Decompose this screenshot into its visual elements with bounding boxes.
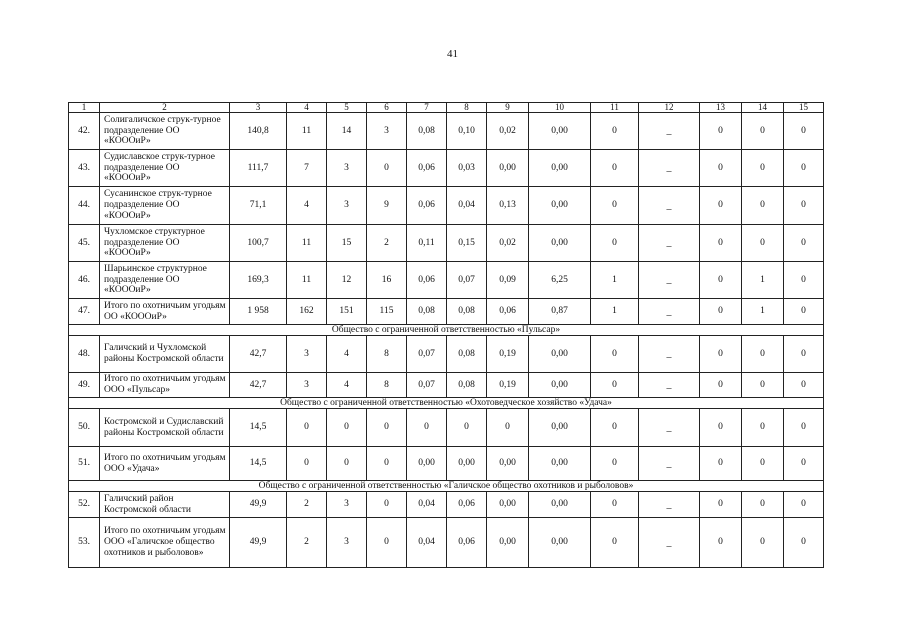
value-cell-col-10: 0,00 bbox=[529, 150, 591, 187]
value-cell-col-13: 0 bbox=[700, 225, 742, 262]
value-cell-col-8: 0 bbox=[447, 409, 487, 447]
value-cell-col-12: _ bbox=[639, 336, 700, 373]
value-cell-col-7: 0,11 bbox=[407, 225, 447, 262]
value-cell-col-4: 2 bbox=[287, 492, 327, 518]
value-cell-col-6: 3 bbox=[367, 113, 407, 150]
value-cell-col-15: 0 bbox=[784, 492, 824, 518]
value-cell-col-12: _ bbox=[639, 447, 700, 481]
value-cell-col-9: 0,00 bbox=[487, 492, 529, 518]
territory-name-cell: Итого по охотничьим угодьям ООО «Пульсар» bbox=[100, 373, 230, 398]
value-cell-col-14: 1 bbox=[742, 299, 784, 325]
value-cell-col-11: 0 bbox=[591, 187, 639, 225]
value-cell-col-9: 0,06 bbox=[487, 299, 529, 325]
value-cell-col-8: 0,06 bbox=[447, 518, 487, 568]
table-row bbox=[69, 492, 824, 518]
territory-name-cell: Шарьинское структурное подразделение ОО «КОООиР» bbox=[100, 262, 230, 299]
value-cell-col-6: 0 bbox=[367, 150, 407, 187]
organization-name: Общество с ограниченной ответственностью «Галичское общество охотников и рыболовов» bbox=[69, 481, 824, 492]
value-cell-col-14: 0 bbox=[742, 113, 784, 150]
value-cell-col-3: 14,5 bbox=[230, 447, 287, 481]
value-cell-col-5: 14 bbox=[327, 113, 367, 150]
value-cell-col-12: _ bbox=[639, 518, 700, 568]
column-number-cell: 12 bbox=[639, 103, 700, 113]
value-cell-col-11: 1 bbox=[591, 299, 639, 325]
value-cell-col-7: 0,00 bbox=[407, 447, 447, 481]
value-cell-col-13: 0 bbox=[700, 113, 742, 150]
value-cell-col-10: 0,00 bbox=[529, 113, 591, 150]
value-cell-col-12: _ bbox=[639, 299, 700, 325]
value-cell-col-6: 16 bbox=[367, 262, 407, 299]
column-number-cell: 7 bbox=[407, 103, 447, 113]
value-cell-col-8: 0,06 bbox=[447, 492, 487, 518]
column-number-cell: 11 bbox=[591, 103, 639, 113]
table-row bbox=[69, 299, 824, 325]
value-cell-col-5: 15 bbox=[327, 225, 367, 262]
value-cell-col-13: 0 bbox=[700, 262, 742, 299]
value-cell-col-15: 0 bbox=[784, 373, 824, 398]
value-cell-col-4: 0 bbox=[287, 409, 327, 447]
row-number-cell: 44. bbox=[69, 187, 100, 225]
column-number-cell: 13 bbox=[700, 103, 742, 113]
value-cell-col-9: 0,19 bbox=[487, 336, 529, 373]
column-number-cell: 3 bbox=[230, 103, 287, 113]
value-cell-col-9: 0 bbox=[487, 409, 529, 447]
value-cell-col-4: 162 bbox=[287, 299, 327, 325]
table-row bbox=[69, 518, 824, 568]
table-row bbox=[69, 336, 824, 373]
value-cell-col-9: 0,00 bbox=[487, 150, 529, 187]
column-number-cell: 15 bbox=[784, 103, 824, 113]
value-cell-col-12: _ bbox=[639, 262, 700, 299]
value-cell-col-10: 0,00 bbox=[529, 447, 591, 481]
value-cell-col-8: 0,04 bbox=[447, 187, 487, 225]
value-cell-col-12: _ bbox=[639, 150, 700, 187]
column-number-cell: 1 bbox=[69, 103, 100, 113]
territory-name-cell: Сусанинское струк-турное подразделение ОО «КОООиР» bbox=[100, 187, 230, 225]
territory-name-cell: Итого по охотничьим угодьям ООО «Галичское общество охотников и рыболовов» bbox=[100, 518, 230, 568]
column-number-cell: 10 bbox=[529, 103, 591, 113]
value-cell-col-5: 3 bbox=[327, 518, 367, 568]
value-cell-col-7: 0,08 bbox=[407, 113, 447, 150]
value-cell-col-5: 3 bbox=[327, 187, 367, 225]
value-cell-col-15: 0 bbox=[784, 409, 824, 447]
value-cell-col-9: 0,00 bbox=[487, 447, 529, 481]
row-number-cell: 49. bbox=[69, 373, 100, 398]
value-cell-col-10: 0,00 bbox=[529, 518, 591, 568]
row-number-cell: 43. bbox=[69, 150, 100, 187]
value-cell-col-7: 0,04 bbox=[407, 518, 447, 568]
value-cell-col-13: 0 bbox=[700, 299, 742, 325]
value-cell-col-10: 0,00 bbox=[529, 187, 591, 225]
value-cell-col-15: 0 bbox=[784, 150, 824, 187]
column-number-cell: 6 bbox=[367, 103, 407, 113]
value-cell-col-8: 0,08 bbox=[447, 373, 487, 398]
value-cell-col-11: 0 bbox=[591, 113, 639, 150]
value-cell-col-11: 0 bbox=[591, 492, 639, 518]
value-cell-col-10: 6,25 bbox=[529, 262, 591, 299]
territory-name-cell: Костромской и Судиславский районы Костромской области bbox=[100, 409, 230, 447]
value-cell-col-3: 14,5 bbox=[230, 409, 287, 447]
value-cell-col-9: 0,19 bbox=[487, 373, 529, 398]
value-cell-col-9: 0,00 bbox=[487, 518, 529, 568]
value-cell-col-8: 0,08 bbox=[447, 336, 487, 373]
value-cell-col-5: 0 bbox=[327, 409, 367, 447]
value-cell-col-3: 42,7 bbox=[230, 336, 287, 373]
value-cell-col-11: 0 bbox=[591, 150, 639, 187]
organization-name: Общество с ограниченной ответственностью «Охотоведческое хозяйство «Удача» bbox=[69, 398, 824, 409]
value-cell-col-11: 0 bbox=[591, 336, 639, 373]
hunting-statistics-table bbox=[68, 102, 824, 568]
value-cell-col-4: 2 bbox=[287, 518, 327, 568]
value-cell-col-14: 0 bbox=[742, 187, 784, 225]
value-cell-col-12: _ bbox=[639, 187, 700, 225]
value-cell-col-14: 0 bbox=[742, 492, 784, 518]
row-number-cell: 52. bbox=[69, 492, 100, 518]
row-number-cell: 42. bbox=[69, 113, 100, 150]
row-number-cell: 45. bbox=[69, 225, 100, 262]
column-number-row bbox=[69, 103, 824, 113]
value-cell-col-7: 0,07 bbox=[407, 336, 447, 373]
value-cell-col-13: 0 bbox=[700, 447, 742, 481]
value-cell-col-4: 11 bbox=[287, 225, 327, 262]
value-cell-col-4: 0 bbox=[287, 447, 327, 481]
value-cell-col-10: 0,00 bbox=[529, 409, 591, 447]
value-cell-col-4: 7 bbox=[287, 150, 327, 187]
territory-name-cell: Итого по охотничьим угодьям ОО «КОООиР» bbox=[100, 299, 230, 325]
value-cell-col-13: 0 bbox=[700, 336, 742, 373]
value-cell-col-12: _ bbox=[639, 373, 700, 398]
value-cell-col-7: 0,06 bbox=[407, 187, 447, 225]
value-cell-col-8: 0,03 bbox=[447, 150, 487, 187]
value-cell-col-4: 3 bbox=[287, 373, 327, 398]
column-number-cell: 8 bbox=[447, 103, 487, 113]
value-cell-col-8: 0,10 bbox=[447, 113, 487, 150]
value-cell-col-14: 1 bbox=[742, 262, 784, 299]
territory-name-cell: Итого по охотничьим угодьям ООО «Удача» bbox=[100, 447, 230, 481]
territory-name-cell: Галичский район Костромской области bbox=[100, 492, 230, 518]
value-cell-col-4: 11 bbox=[287, 262, 327, 299]
value-cell-col-9: 0,13 bbox=[487, 187, 529, 225]
table-row bbox=[69, 262, 824, 299]
value-cell-col-6: 0 bbox=[367, 518, 407, 568]
value-cell-col-3: 111,7 bbox=[230, 150, 287, 187]
value-cell-col-7: 0,04 bbox=[407, 492, 447, 518]
value-cell-col-13: 0 bbox=[700, 492, 742, 518]
value-cell-col-13: 0 bbox=[700, 373, 742, 398]
value-cell-col-5: 151 bbox=[327, 299, 367, 325]
value-cell-col-13: 0 bbox=[700, 150, 742, 187]
value-cell-col-3: 71,1 bbox=[230, 187, 287, 225]
value-cell-col-11: 0 bbox=[591, 447, 639, 481]
value-cell-col-15: 0 bbox=[784, 447, 824, 481]
value-cell-col-11: 0 bbox=[591, 518, 639, 568]
value-cell-col-15: 0 bbox=[784, 336, 824, 373]
value-cell-col-9: 0,02 bbox=[487, 113, 529, 150]
value-cell-col-3: 49,9 bbox=[230, 492, 287, 518]
value-cell-col-11: 0 bbox=[591, 225, 639, 262]
value-cell-col-14: 0 bbox=[742, 150, 784, 187]
column-number-cell: 9 bbox=[487, 103, 529, 113]
value-cell-col-9: 0,02 bbox=[487, 225, 529, 262]
value-cell-col-4: 11 bbox=[287, 113, 327, 150]
territory-name-cell: Солигаличское струк-турное подразделение ОО «КОООиР» bbox=[100, 113, 230, 150]
value-cell-col-11: 0 bbox=[591, 409, 639, 447]
value-cell-col-6: 9 bbox=[367, 187, 407, 225]
value-cell-col-7: 0,08 bbox=[407, 299, 447, 325]
value-cell-col-15: 0 bbox=[784, 187, 824, 225]
value-cell-col-6: 115 bbox=[367, 299, 407, 325]
value-cell-col-10: 0,87 bbox=[529, 299, 591, 325]
value-cell-col-13: 0 bbox=[700, 187, 742, 225]
table-row bbox=[69, 150, 824, 187]
value-cell-col-14: 0 bbox=[742, 225, 784, 262]
value-cell-col-9: 0,09 bbox=[487, 262, 529, 299]
value-cell-col-5: 12 bbox=[327, 262, 367, 299]
table-row bbox=[69, 447, 824, 481]
table-row bbox=[69, 113, 824, 150]
organization-group-row bbox=[69, 481, 824, 492]
row-number-cell: 51. bbox=[69, 447, 100, 481]
value-cell-col-14: 0 bbox=[742, 373, 784, 398]
value-cell-col-12: _ bbox=[639, 225, 700, 262]
value-cell-col-6: 2 bbox=[367, 225, 407, 262]
table-row bbox=[69, 187, 824, 225]
value-cell-col-5: 3 bbox=[327, 492, 367, 518]
value-cell-col-14: 0 bbox=[742, 409, 784, 447]
value-cell-col-10: 0,00 bbox=[529, 336, 591, 373]
value-cell-col-5: 4 bbox=[327, 373, 367, 398]
value-cell-col-3: 1 958 bbox=[230, 299, 287, 325]
value-cell-col-15: 0 bbox=[784, 113, 824, 150]
value-cell-col-3: 169,3 bbox=[230, 262, 287, 299]
table-row bbox=[69, 225, 824, 262]
organization-group-row bbox=[69, 398, 824, 409]
value-cell-col-15: 0 bbox=[784, 262, 824, 299]
value-cell-col-15: 0 bbox=[784, 225, 824, 262]
value-cell-col-12: _ bbox=[639, 492, 700, 518]
value-cell-col-8: 0,07 bbox=[447, 262, 487, 299]
value-cell-col-7: 0,07 bbox=[407, 373, 447, 398]
value-cell-col-10: 0,00 bbox=[529, 225, 591, 262]
value-cell-col-5: 0 bbox=[327, 447, 367, 481]
value-cell-col-14: 0 bbox=[742, 447, 784, 481]
value-cell-col-3: 140,8 bbox=[230, 113, 287, 150]
row-number-cell: 46. bbox=[69, 262, 100, 299]
value-cell-col-10: 0,00 bbox=[529, 373, 591, 398]
value-cell-col-8: 0,15 bbox=[447, 225, 487, 262]
value-cell-col-3: 49,9 bbox=[230, 518, 287, 568]
value-cell-col-7: 0 bbox=[407, 409, 447, 447]
value-cell-col-11: 1 bbox=[591, 262, 639, 299]
value-cell-col-13: 0 bbox=[700, 409, 742, 447]
page-number: 41 bbox=[447, 48, 458, 60]
row-number-cell: 50. bbox=[69, 409, 100, 447]
value-cell-col-7: 0,06 bbox=[407, 150, 447, 187]
territory-name-cell: Галичский и Чухломской районы Костромской области bbox=[100, 336, 230, 373]
territory-name-cell: Судиславское струк-турное подразделение ОО «КОООиР» bbox=[100, 150, 230, 187]
value-cell-col-3: 42,7 bbox=[230, 373, 287, 398]
value-cell-col-4: 4 bbox=[287, 187, 327, 225]
value-cell-col-14: 0 bbox=[742, 518, 784, 568]
value-cell-col-4: 3 bbox=[287, 336, 327, 373]
value-cell-col-13: 0 bbox=[700, 518, 742, 568]
column-number-cell: 2 bbox=[100, 103, 230, 113]
organization-name: Общество с ограниченной ответственностью «Пульсар» bbox=[69, 325, 824, 336]
value-cell-col-5: 4 bbox=[327, 336, 367, 373]
column-number-cell: 14 bbox=[742, 103, 784, 113]
value-cell-col-6: 0 bbox=[367, 447, 407, 481]
value-cell-col-7: 0,06 bbox=[407, 262, 447, 299]
value-cell-col-8: 0,08 bbox=[447, 299, 487, 325]
value-cell-col-3: 100,7 bbox=[230, 225, 287, 262]
value-cell-col-8: 0,00 bbox=[447, 447, 487, 481]
value-cell-col-6: 8 bbox=[367, 336, 407, 373]
value-cell-col-6: 8 bbox=[367, 373, 407, 398]
row-number-cell: 48. bbox=[69, 336, 100, 373]
table-row bbox=[69, 409, 824, 447]
value-cell-col-15: 0 bbox=[784, 299, 824, 325]
value-cell-col-11: 0 bbox=[591, 373, 639, 398]
organization-group-row bbox=[69, 325, 824, 336]
value-cell-col-12: _ bbox=[639, 113, 700, 150]
row-number-cell: 53. bbox=[69, 518, 100, 568]
value-cell-col-6: 0 bbox=[367, 409, 407, 447]
table-row bbox=[69, 373, 824, 398]
value-cell-col-12: _ bbox=[639, 409, 700, 447]
value-cell-col-10: 0,00 bbox=[529, 492, 591, 518]
column-number-cell: 4 bbox=[287, 103, 327, 113]
value-cell-col-5: 3 bbox=[327, 150, 367, 187]
value-cell-col-6: 0 bbox=[367, 492, 407, 518]
value-cell-col-15: 0 bbox=[784, 518, 824, 568]
value-cell-col-14: 0 bbox=[742, 336, 784, 373]
row-number-cell: 47. bbox=[69, 299, 100, 325]
territory-name-cell: Чухломское структурное подразделение ОО «КОООиР» bbox=[100, 225, 230, 262]
column-number-cell: 5 bbox=[327, 103, 367, 113]
